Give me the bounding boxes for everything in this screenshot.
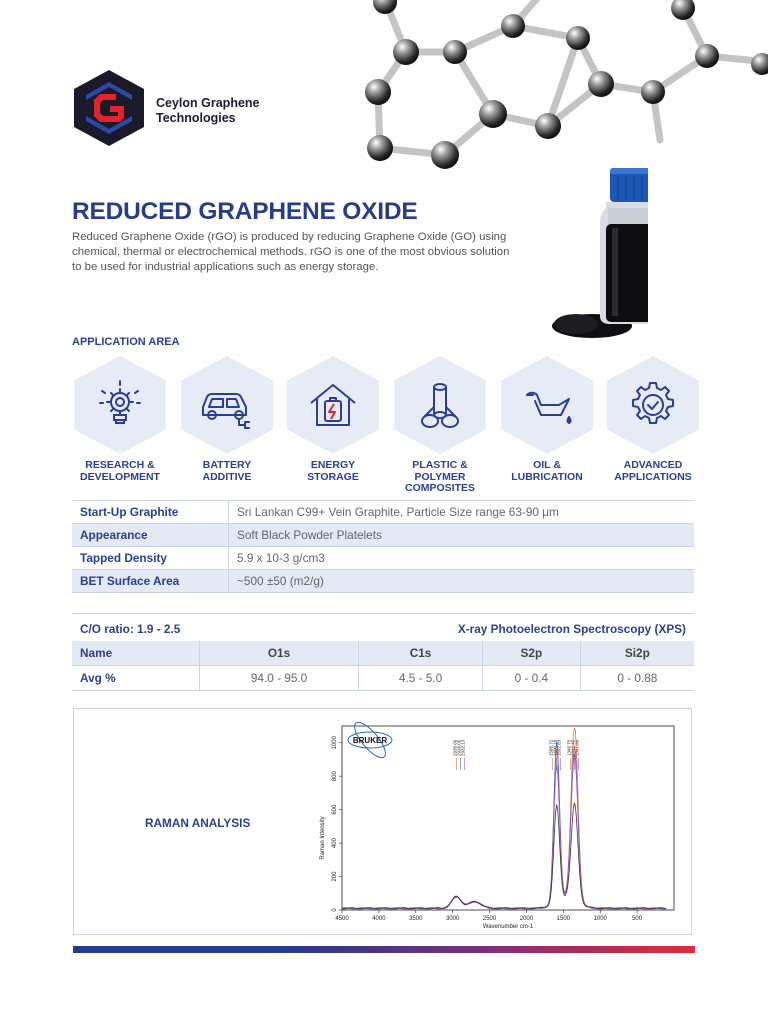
table-row: [72, 570, 694, 593]
y-tick-label: 0: [332, 908, 338, 912]
table-row: [72, 501, 694, 524]
property-value: Soft Black Powder Platelets: [229, 524, 695, 547]
gear-check-icon: [625, 377, 681, 433]
column-header: C1s: [359, 641, 483, 666]
xps-table: [72, 641, 694, 691]
app-label-advanced: ADVANCED APPLICATIONS: [614, 459, 692, 483]
x-tick-label: 1500: [556, 916, 571, 922]
app-label-plastic: PLASTIC & POLYMER COMPOSITES: [404, 459, 475, 494]
y-tick-label: 400: [332, 838, 338, 849]
property-key: Appearance: [72, 524, 229, 547]
xps-title: X-ray Photoelectron Spectroscopy (XPS): [457, 622, 686, 636]
xps-header: [72, 613, 694, 642]
app-label-research: RESEARCH & DEVELOPMENT: [80, 459, 160, 483]
table-cell: 0 - 0.88: [580, 666, 694, 691]
peak-label: 1349.45: [570, 739, 576, 756]
y-tick-label: 1000: [332, 736, 338, 750]
peak-label: 2932.13: [460, 739, 466, 756]
x-tick-label: 2500: [482, 916, 497, 922]
property-value: Sri Lankan C99+ Vein Graphite, Particle Size range 63-90 μm: [229, 501, 695, 524]
oil-can-icon: [519, 377, 575, 433]
y-axis-label: Raman Intensity: [320, 816, 326, 860]
table-row: [72, 666, 694, 691]
property-value: ~500 ±50 (m2/g): [229, 570, 695, 593]
app-research-development: [70, 356, 170, 483]
app-advanced-applications: [603, 356, 703, 483]
property-key: Tapped Density: [72, 547, 229, 570]
column-header: Si2p: [580, 641, 694, 666]
bruker-logo-text: BRUKER: [352, 736, 388, 745]
graphene-molecule-illustration: [300, 0, 768, 200]
app-battery-additive: [177, 356, 277, 483]
company-name-line1: Ceylon Graphene: [156, 96, 260, 110]
intro-paragraph: Reduced Graphene Oxide (rGO) is produced by reducing Graphene Oxide (GO) using chemical, thermal or electrochemical methods. rGO is one of the most obvious solution to be used for industrial applications such as energy storage.: [72, 231, 510, 273]
app-plastic-polymer: [390, 356, 490, 495]
raman-analysis-label: RAMAN ANALYSIS: [145, 816, 251, 830]
company-name-line2: Technologies: [156, 111, 236, 125]
peak-label: 2938.66: [452, 739, 458, 756]
house-battery-icon: [305, 377, 361, 433]
properties-table: [72, 500, 694, 593]
rgo-bottle-image: [548, 164, 648, 344]
table-row: [72, 524, 694, 547]
application-area-grid: [70, 356, 700, 494]
peak-label: 1346.75: [566, 739, 572, 756]
x-axis-label: Wavenumber cm-1: [482, 924, 534, 930]
plot-frame: [342, 726, 674, 910]
lightbulb-gear-icon: [92, 377, 148, 433]
app-oil-lubrication: [497, 356, 597, 483]
app-label-oil: OIL & LUBRICATION: [511, 459, 583, 483]
table-cell: Avg %: [72, 666, 200, 691]
y-tick-label: 600: [332, 804, 338, 815]
peak-label: 2926.05: [456, 739, 462, 756]
co-ratio: C/O ratio: 1.9 - 2.5: [80, 622, 181, 636]
table-header-row: [72, 641, 694, 666]
x-tick-label: 500: [632, 916, 643, 922]
x-tick-label: 4000: [372, 916, 386, 922]
company-logo: [72, 68, 146, 148]
y-tick-label: 200: [332, 871, 338, 882]
x-tick-label: 3000: [445, 916, 460, 922]
x-tick-label: 4500: [335, 916, 349, 922]
app-energy-storage: [283, 356, 383, 483]
y-tick-label: 800: [332, 771, 338, 782]
app-label-battery: BATTERY ADDITIVE: [202, 459, 252, 483]
column-header: Name: [72, 641, 200, 666]
x-tick-label: 1000: [593, 916, 607, 922]
application-area-heading: APPLICATION AREA: [72, 336, 180, 348]
property-key: Start-Up Graphite: [72, 501, 229, 524]
cylinders-icon: [412, 377, 468, 433]
app-label-energy: ENERGY STORAGE: [307, 459, 359, 483]
table-row: [72, 547, 694, 570]
peak-label: 1592.83: [556, 739, 562, 756]
footer-gradient-bar: [73, 946, 695, 953]
column-header: O1s: [200, 641, 359, 666]
table-cell: 4.5 - 5.0: [359, 666, 483, 691]
column-header: S2p: [483, 641, 581, 666]
company-name: [156, 96, 260, 126]
table-cell: 94.0 - 95.0: [200, 666, 359, 691]
raman-chart: [312, 718, 682, 930]
x-tick-label: 3500: [409, 916, 423, 922]
property-value: 5.9 x 10-3 g/cm3: [229, 547, 695, 570]
peak-label: 1347.86: [574, 739, 580, 756]
page-title: REDUCED GRAPHENE OXIDE: [72, 198, 418, 225]
peak-label: 1588.72: [548, 739, 554, 756]
electric-car-icon: [199, 377, 255, 433]
property-key: BET Surface Area: [72, 570, 229, 593]
table-cell: 0 - 0.4: [483, 666, 581, 691]
x-tick-label: 2000: [519, 916, 534, 922]
peak-label: 1600.10: [552, 739, 558, 756]
